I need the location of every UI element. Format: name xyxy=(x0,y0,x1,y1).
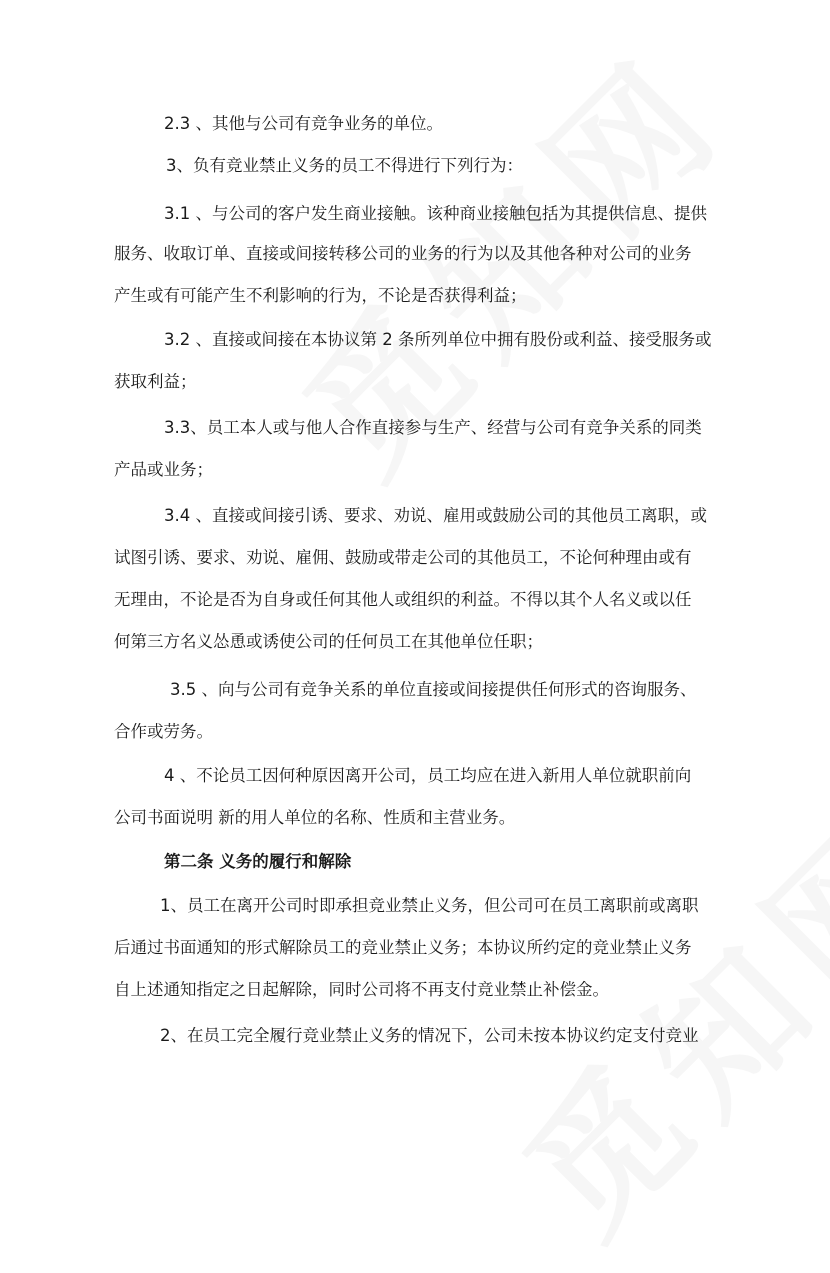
article-2-clause-2-line1: 2、在员工完全履行竞业禁止义务的情况下，公司未按本协议约定支付竞业 xyxy=(160,1026,699,1045)
clause-3-5-line2: 合作或劳务。 xyxy=(114,722,213,741)
article-2-clause-1-line1: 1、员工在离开公司时即承担竞业禁止义务，但公司可在员工离职前或离职 xyxy=(160,896,699,915)
clause-3-1-line3: 产生或有可能产生不利影响的行为，不论是否获得利益； xyxy=(114,286,527,305)
clause-3-2-line1: 3.2 、直接或间接在本协议第 2 条所列单位中拥有股份或利益、接受服务或 xyxy=(164,330,712,349)
watermark-lower xyxy=(470,759,830,1272)
clause-3-4-line4: 何第三方名义怂恿或诱使公司的任何员工在其他单位任职； xyxy=(114,632,543,651)
clause-3-4-line1: 3.4 、直接或间接引诱、要求、劝说、雇用或鼓励公司的其他员工离职，或 xyxy=(164,506,707,525)
clause-3-1-line1: 3.1 、与公司的客户发生商业接触。该种商业接触包括为其提供信息、提供 xyxy=(164,204,707,223)
clause-2-3: 2.3 、其他与公司有竞争业务的单位。 xyxy=(164,114,443,133)
clause-3-2-line2: 获取利益； xyxy=(114,372,197,391)
clause-3-3-line2: 产品或业务； xyxy=(114,460,213,479)
clause-3-intro: 3、负有竞业禁止义务的员工不得进行下列行为： xyxy=(166,156,523,175)
article-2-clause-1-line3: 自上述通知指定之日起解除，同时公司将不再支付竞业禁止补偿金。 xyxy=(114,980,609,999)
clause-3-4-line3: 无理由，不论是否为自身或任何其他人或组织的利益。不得以其个人名义或以任 xyxy=(114,590,692,609)
clause-3-5-line1: 3.5 、向与公司有竞争关系的单位直接或间接提供任何形式的咨询服务、 xyxy=(170,680,697,699)
article-2-clause-1-line2: 后通过书面通知的形式解除员工的竞业禁止义务；本协议所约定的竞业禁止义务 xyxy=(114,938,692,957)
clause-4-line2: 公司书面说明 新的用人单位的名称、性质和主营业务。 xyxy=(114,808,516,827)
clause-4-line1: 4 、不论员工因何种原因离开公司，员工均应在进入新用人单位就职前向 xyxy=(164,766,692,785)
clause-3-1-line2: 服务、收取订单、直接或间接转移公司的业务的行为以及其他各种对公司的业务 xyxy=(114,244,692,263)
clause-3-3-line1: 3.3、员工本人或与他人合作直接参与生产、经营与公司有竞争关系的同类 xyxy=(164,418,702,437)
clause-3-4-line2: 试图引诱、要求、劝说、雇佣、鼓励或带走公司的其他员工，不论何种理由或有 xyxy=(114,548,692,567)
article-2-heading: 第二条 义务的履行和解除 xyxy=(164,852,352,871)
